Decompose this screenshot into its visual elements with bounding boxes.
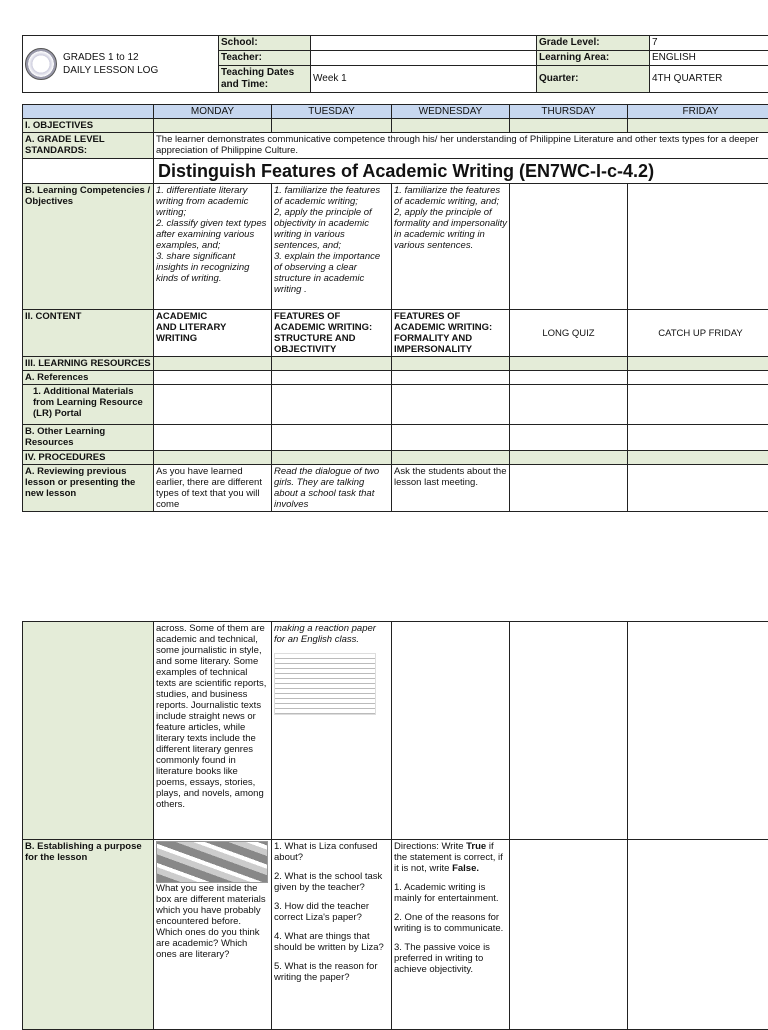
teacher-value <box>311 51 537 66</box>
dates-label: Teaching Dates and Time: <box>219 66 311 93</box>
purpose-q4: 4. What are things that should be written by Liza? <box>274 931 389 953</box>
reviewing-tuesday-continued: making a reaction paper for an English class. <box>274 623 389 645</box>
day-tuesday: TUESDAY <box>272 105 392 119</box>
day-wednesday: WEDNESDAY <box>392 105 510 119</box>
competency-friday <box>628 184 768 310</box>
standards-label: A. GRADE LEVEL STANDARDS: <box>23 133 154 159</box>
school-value <box>311 36 537 51</box>
content-thursday: LONG QUIZ <box>510 310 628 357</box>
content-tuesday: FEATURES OF ACADEMIC WRITING: STRUCTURE AND OBJECTIVITY <box>272 310 392 357</box>
competency-thursday <box>510 184 628 310</box>
day-thursday: THURSDAY <box>510 105 628 119</box>
competency-tuesday: 1. familiarize the features of academic writing; 2, apply the principle of objectivity in academic writing in various sentences, and; 3. explain the importance of observing a clear structure in academic writing . <box>272 184 392 310</box>
quarter-label: Quarter: <box>537 66 650 93</box>
purpose-q1: 1. What is Liza confused about? <box>274 841 389 863</box>
content-friday: CATCH UP FRIDAY <box>628 310 768 357</box>
grade-label: Grade Level: <box>537 36 650 51</box>
materials-box-image <box>156 841 268 883</box>
other-resources-label: B. Other Learning Resources <box>23 425 154 451</box>
content-wednesday: FEATURES OF ACADEMIC WRITING: FORMALITY AND IMPERSONALITY <box>392 310 510 357</box>
reviewing-wednesday: Ask the students about the lesson last meeting. <box>392 465 510 512</box>
day-monday: MONDAY <box>154 105 272 119</box>
quarter-value: 4TH QUARTER <box>650 66 768 93</box>
lesson-log-table <box>22 104 768 512</box>
school-label: School: <box>219 36 311 51</box>
purpose-label: B. Establishing a purpose for the lesson <box>23 840 154 1030</box>
purpose-q2: 2. What is the school task given by the teacher? <box>274 871 389 893</box>
purpose-q5: 5. What is the reason for writing the paper? <box>274 961 389 983</box>
reviewing-thursday <box>510 465 628 512</box>
purpose-wed-item1: 1. Academic writing is mainly for entertainment. <box>394 882 507 904</box>
purpose-monday: What you see inside the box are different materials which you have probably encountered before. Which ones do you think are academic? Which ones are literary? <box>156 883 269 960</box>
reviewing-label: A. Reviewing previous lesson or presenting the new lesson <box>23 465 154 512</box>
log-title-line2: DAILY LESSON LOG <box>63 64 158 77</box>
content-label: II. CONTENT <box>23 310 154 357</box>
purpose-wed-item3: 3. The passive voice is preferred in writing to achieve objectivity. <box>394 942 507 975</box>
resources-label: III. LEARNING RESOURCES <box>23 357 154 371</box>
objectives-label: I. OBJECTIVES <box>23 119 154 133</box>
standards-text: The learner demonstrates communicative competence through his/ her understanding of Philippine Literature and other texts types for a deeper appreciation of Philippine Culture. <box>154 133 768 159</box>
lesson-log-table-continued <box>22 621 768 1030</box>
purpose-q3: 3. How did the teacher correct Liza's paper? <box>274 901 389 923</box>
procedures-label: IV. PROCEDURES <box>23 451 154 465</box>
log-title-line1: GRADES 1 to 12 <box>63 51 158 64</box>
purpose-wed-item2: 2. One of the reasons for writing is to communicate. <box>394 912 507 934</box>
grade-value: 7 <box>650 36 768 51</box>
competencies-label: B. Learning Competencies / Objectives <box>23 184 154 310</box>
reviewing-monday-continued: across. Some of them are academic and technical, some journalistic in style, and some literary. Some examples of technical texts are scientific reports, studies, and business reports. Journalistic texts include straight news or feature articles, while literary texts include the different literary genres commonly found in literature books like poems, essays, stories, plays, and novels, among others. <box>154 622 272 840</box>
day-friday: FRIDAY <box>628 105 768 119</box>
reviewing-monday: As you have learned earlier, there are different types of text that you will come <box>154 465 272 512</box>
logo-cell <box>23 36 219 93</box>
competency-monday: 1. differentiate literary writing from academic writing; 2. classify given text types after examining various examples, and; 3. share significant insights in recognizing kinds of writing. <box>154 184 272 310</box>
dates-value: Week 1 <box>311 66 537 93</box>
header-table <box>22 35 768 93</box>
area-value: ENGLISH <box>650 51 768 66</box>
area-label: Learning Area: <box>537 51 650 66</box>
lesson-title: Distinguish Features of Academic Writing (EN7WC-I-c-4.2) <box>154 159 768 184</box>
reviewing-friday <box>628 465 768 512</box>
teacher-label: Teacher: <box>219 51 311 66</box>
additional-materials-label: 1. Additional Materials from Learning Resource (LR) Portal <box>23 385 154 425</box>
references-label: A. References <box>23 371 154 385</box>
purpose-wed-directions: Directions: Write True if the statement is correct, if it is not, write False. <box>394 841 507 874</box>
dialogue-image <box>274 653 376 715</box>
day-header-row <box>23 105 768 119</box>
content-monday: ACADEMIC AND LITERARY WRITING <box>154 310 272 357</box>
reviewing-tuesday: Read the dialogue of two girls. They are talking about a school task that involves <box>272 465 392 512</box>
competency-wednesday: 1. familiarize the features of academic writing, and; 2, apply the principle of formality and impersonality in academic writing in various sentences. <box>392 184 510 310</box>
deped-seal-icon <box>25 48 57 80</box>
